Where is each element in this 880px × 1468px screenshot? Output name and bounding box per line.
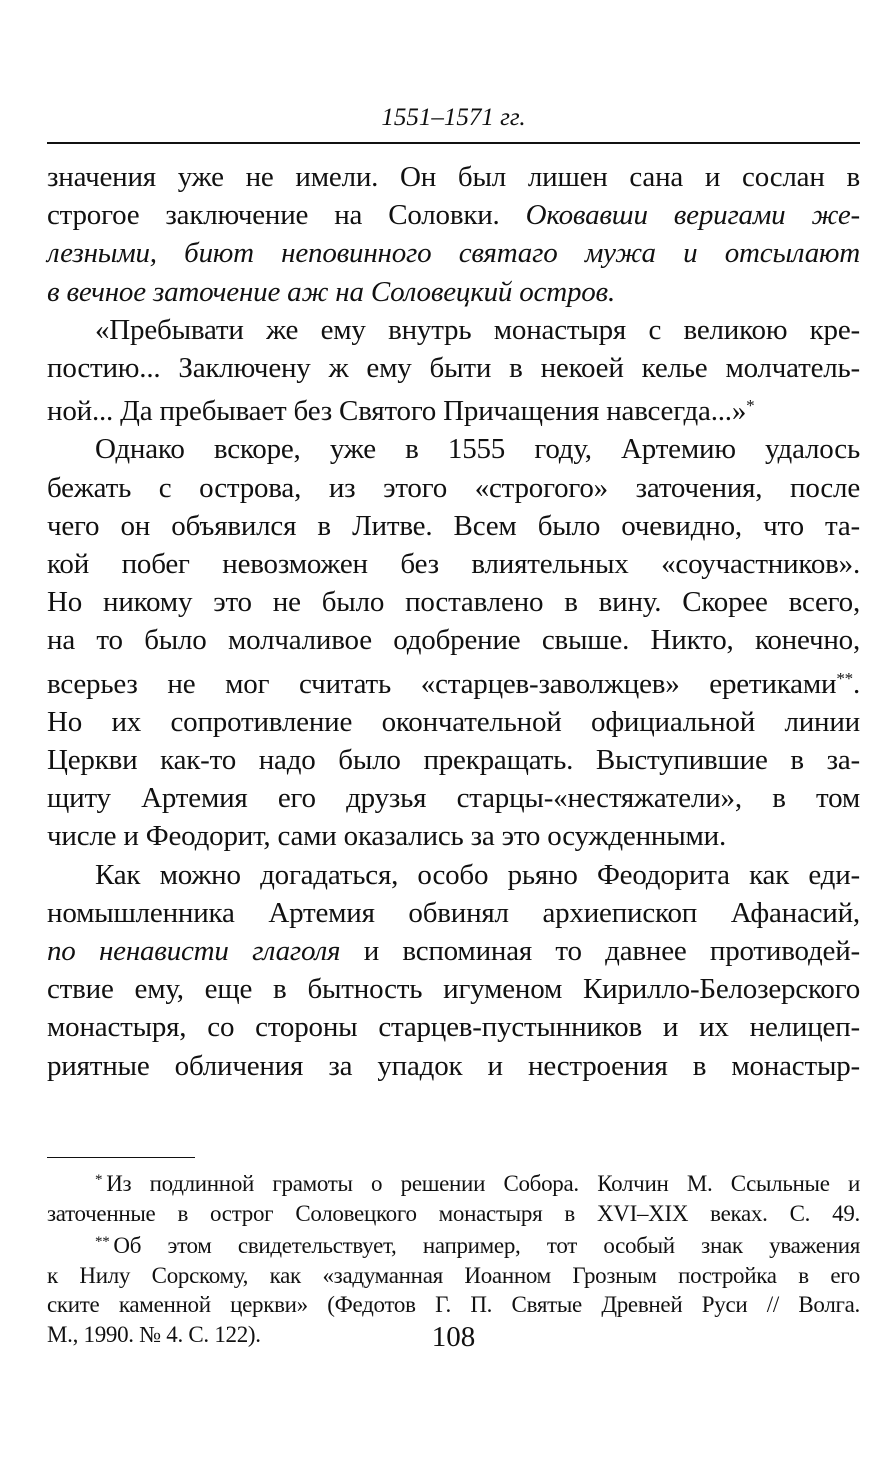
text-line: «Пребывати же ему внутрь монастыря с великою кре- [95, 313, 860, 346]
text-line: щиту Артемия его друзья старцы-«нестяжатели», в том [47, 782, 860, 815]
page-number: 108 [431, 1321, 476, 1353]
text-line: строгое заключение на Соловки. Оковавши веригами же- [47, 199, 860, 232]
footnote-line: * Из подлинной грамоты о решении Собора. Колчин М. Ссыльные и [95, 1171, 860, 1196]
text-line: всерьез не мог считать «старцев-заволжцев» еретиками**. [47, 667, 860, 700]
text-line: Однако вскоре, уже в 1555 году, Артемию удалось [95, 433, 860, 466]
text-line: Как можно догадаться, особо рьяно Феодорита как еди- [95, 858, 860, 891]
footnote-rule [47, 1157, 195, 1158]
footnote-line: ските каменной церкви» (Федотов Г. П. Святые Древней Руси // Волга. [47, 1292, 860, 1317]
footnote-marker: * [95, 1172, 103, 1188]
text-line: риятные обличения за упадок и нестроения в монастыр- [47, 1049, 860, 1082]
paragraph [47, 311, 860, 431]
footnote-line: ** Об этом свидетельствует, например, тот особый знак уважения [95, 1233, 860, 1258]
running-head: 1551–1571 гг. [381, 104, 526, 131]
paragraph [47, 158, 860, 311]
body-text [47, 158, 860, 1085]
footnote-line: М., 1990. № 4. С. 122). [47, 1321, 261, 1347]
text-line: в вечное заточение аж на Соловецкий остров. [47, 275, 615, 308]
text-line: Но их сопротивление окончательной официальной линии [47, 705, 860, 738]
text-line: ствие ему, еще в бытность игуменом Кирилло-Белозерского [47, 973, 860, 1006]
footnote-line: к Нилу Сорскому, как «задуманная Иоанном Грозным постройка в его [47, 1262, 860, 1288]
text-line: номышленника Артемия обвинял архиепископ Афанасий, [47, 896, 860, 929]
text-line: чего он объявился в Литве. Всем было очевидно, что та- [47, 509, 860, 542]
text-line: Но никому это не было поставлено в вину. Скорее всего, [47, 586, 860, 619]
footnote-1 [47, 1166, 860, 1228]
paragraph [47, 430, 860, 855]
footnote-line: заточенные в острог Соловецкого монастыря в XVI–XIX веках. С. 49. [47, 1200, 860, 1226]
footnote-marker-2[interactable]: ** [836, 668, 853, 688]
italic-quote: по ненависти глаголя [47, 935, 341, 968]
text-line: лезными, биют неповинного святаго мужа и отсылают [47, 237, 860, 270]
text-line: бежать с острова, из этого «строгого» заточения, после [47, 471, 860, 504]
italic-quote: Оковавши веригами же- [525, 199, 860, 232]
text-line: ной... Да пребывает без Святого Причащения навсегда...»* [47, 395, 755, 428]
footnote-marker-1[interactable]: * [746, 396, 755, 416]
text-line: монастыря, со стороны старцев-пустынников и их нелицеп- [47, 1011, 860, 1044]
header-rule [47, 142, 860, 144]
text-line: Церкви как-то надо было прекращать. Выступившие в за- [47, 744, 860, 777]
footnote-marker: ** [95, 1234, 110, 1250]
text-line: кой побег невозможен без влиятельных «соучастников». [47, 548, 860, 581]
text-line: постию... Заключену ж ему быти в некоей келье молчатель- [47, 352, 860, 385]
text-line: числе и Феодорит, сами оказались за это осужденными. [47, 820, 727, 853]
paragraph [47, 856, 860, 1085]
text-line: значения уже не имели. Он был лишен сана и сослан в [47, 161, 860, 193]
text-line: по ненависти глаголя и вспоминая то давнее противодей- [47, 935, 860, 968]
text-line: на то было молчаливое одобрение свыше. Никто, конечно, [47, 624, 860, 657]
